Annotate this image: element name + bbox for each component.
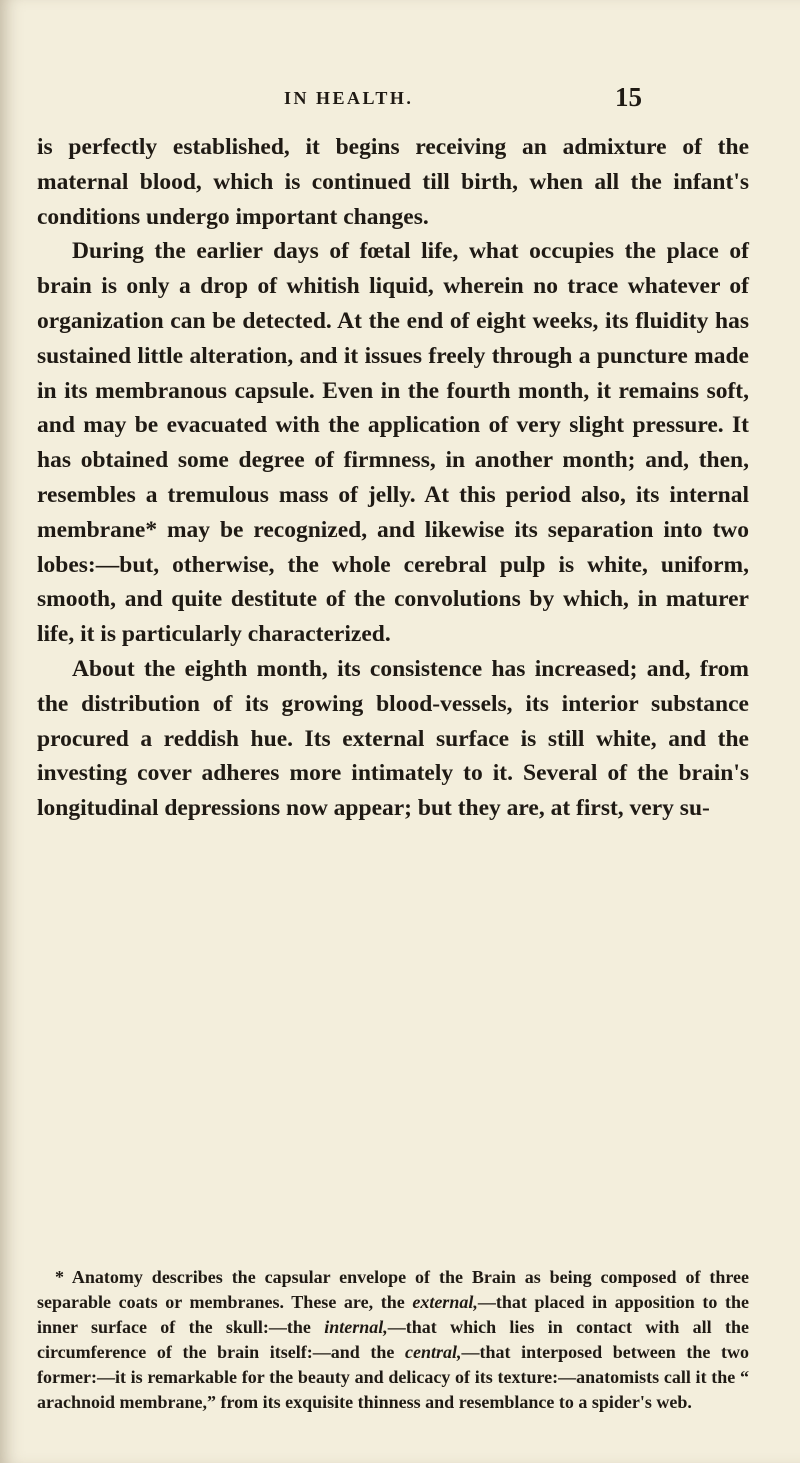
paragraph-3: About the eighth month, its consistence has increased; and, from the distribution of its growing blood-vessels, its interior substance procured a reddish hue. Its external surface is still white, and the investing cover adheres more intimately to it. Several of the brain's longitudinal depressions now appear; but they are, at first, very su- xyxy=(37,655,749,822)
footnote-part-2: —that placed in apposition to the inner surface of the skull:—the xyxy=(37,1292,749,1337)
footnote-part-4: —that interposed between the two former:—it is remarkable for the beauty and delicacy of its texture:—anatomists call it the “ arachnoid membrane,” from its exquisite thinness and resemblance to a spider's web. xyxy=(37,1342,749,1412)
page-number: 15 xyxy=(615,82,642,112)
footnote-term-external: external, xyxy=(412,1292,478,1312)
footnote-part-3: —that which lies in contact with all the circumference of the brain itself:—and the xyxy=(37,1317,749,1362)
main-text xyxy=(37,130,749,826)
footnote xyxy=(37,1265,749,1415)
paragraph-1: is perfectly established, it begins receiving an admixture of the maternal blood, which is continued till birth, when all the infant's conditions undergo important changes. xyxy=(37,134,749,230)
running-head: IN HEALTH. xyxy=(284,88,414,108)
footnote-text xyxy=(37,1265,749,1415)
footnote-term-internal: internal, xyxy=(324,1317,388,1337)
paragraph-2: During the earlier days of fœtal life, what occupies the place of brain is only a drop of whitish liquid, wherein no trace whatever of organization can be detected. At the end of eight weeks, its fluidity has sustained little alteration, and it issues freely through a puncture made in its membranous capsule. Even in the fourth month, it remains soft, and may be evacuated with the application of very slight pressure. It has obtained some degree of firmness, in another month; and, then, resembles a tremulous mass of jelly. At this period also, its internal membrane* may be recognized, and likewise its separation into two lobes:—but, otherwise, the whole cerebral pulp is white, uniform, smooth, and quite destitute of the convolutions by which, in maturer life, it is particularly characterized. xyxy=(37,238,749,648)
footnote-term-central: central, xyxy=(405,1342,462,1362)
footnote-part-1: * Anatomy describes the capsular envelope of the Brain as being composed of three separable coats or membranes. These are, the xyxy=(37,1267,749,1312)
page-header xyxy=(0,82,800,118)
